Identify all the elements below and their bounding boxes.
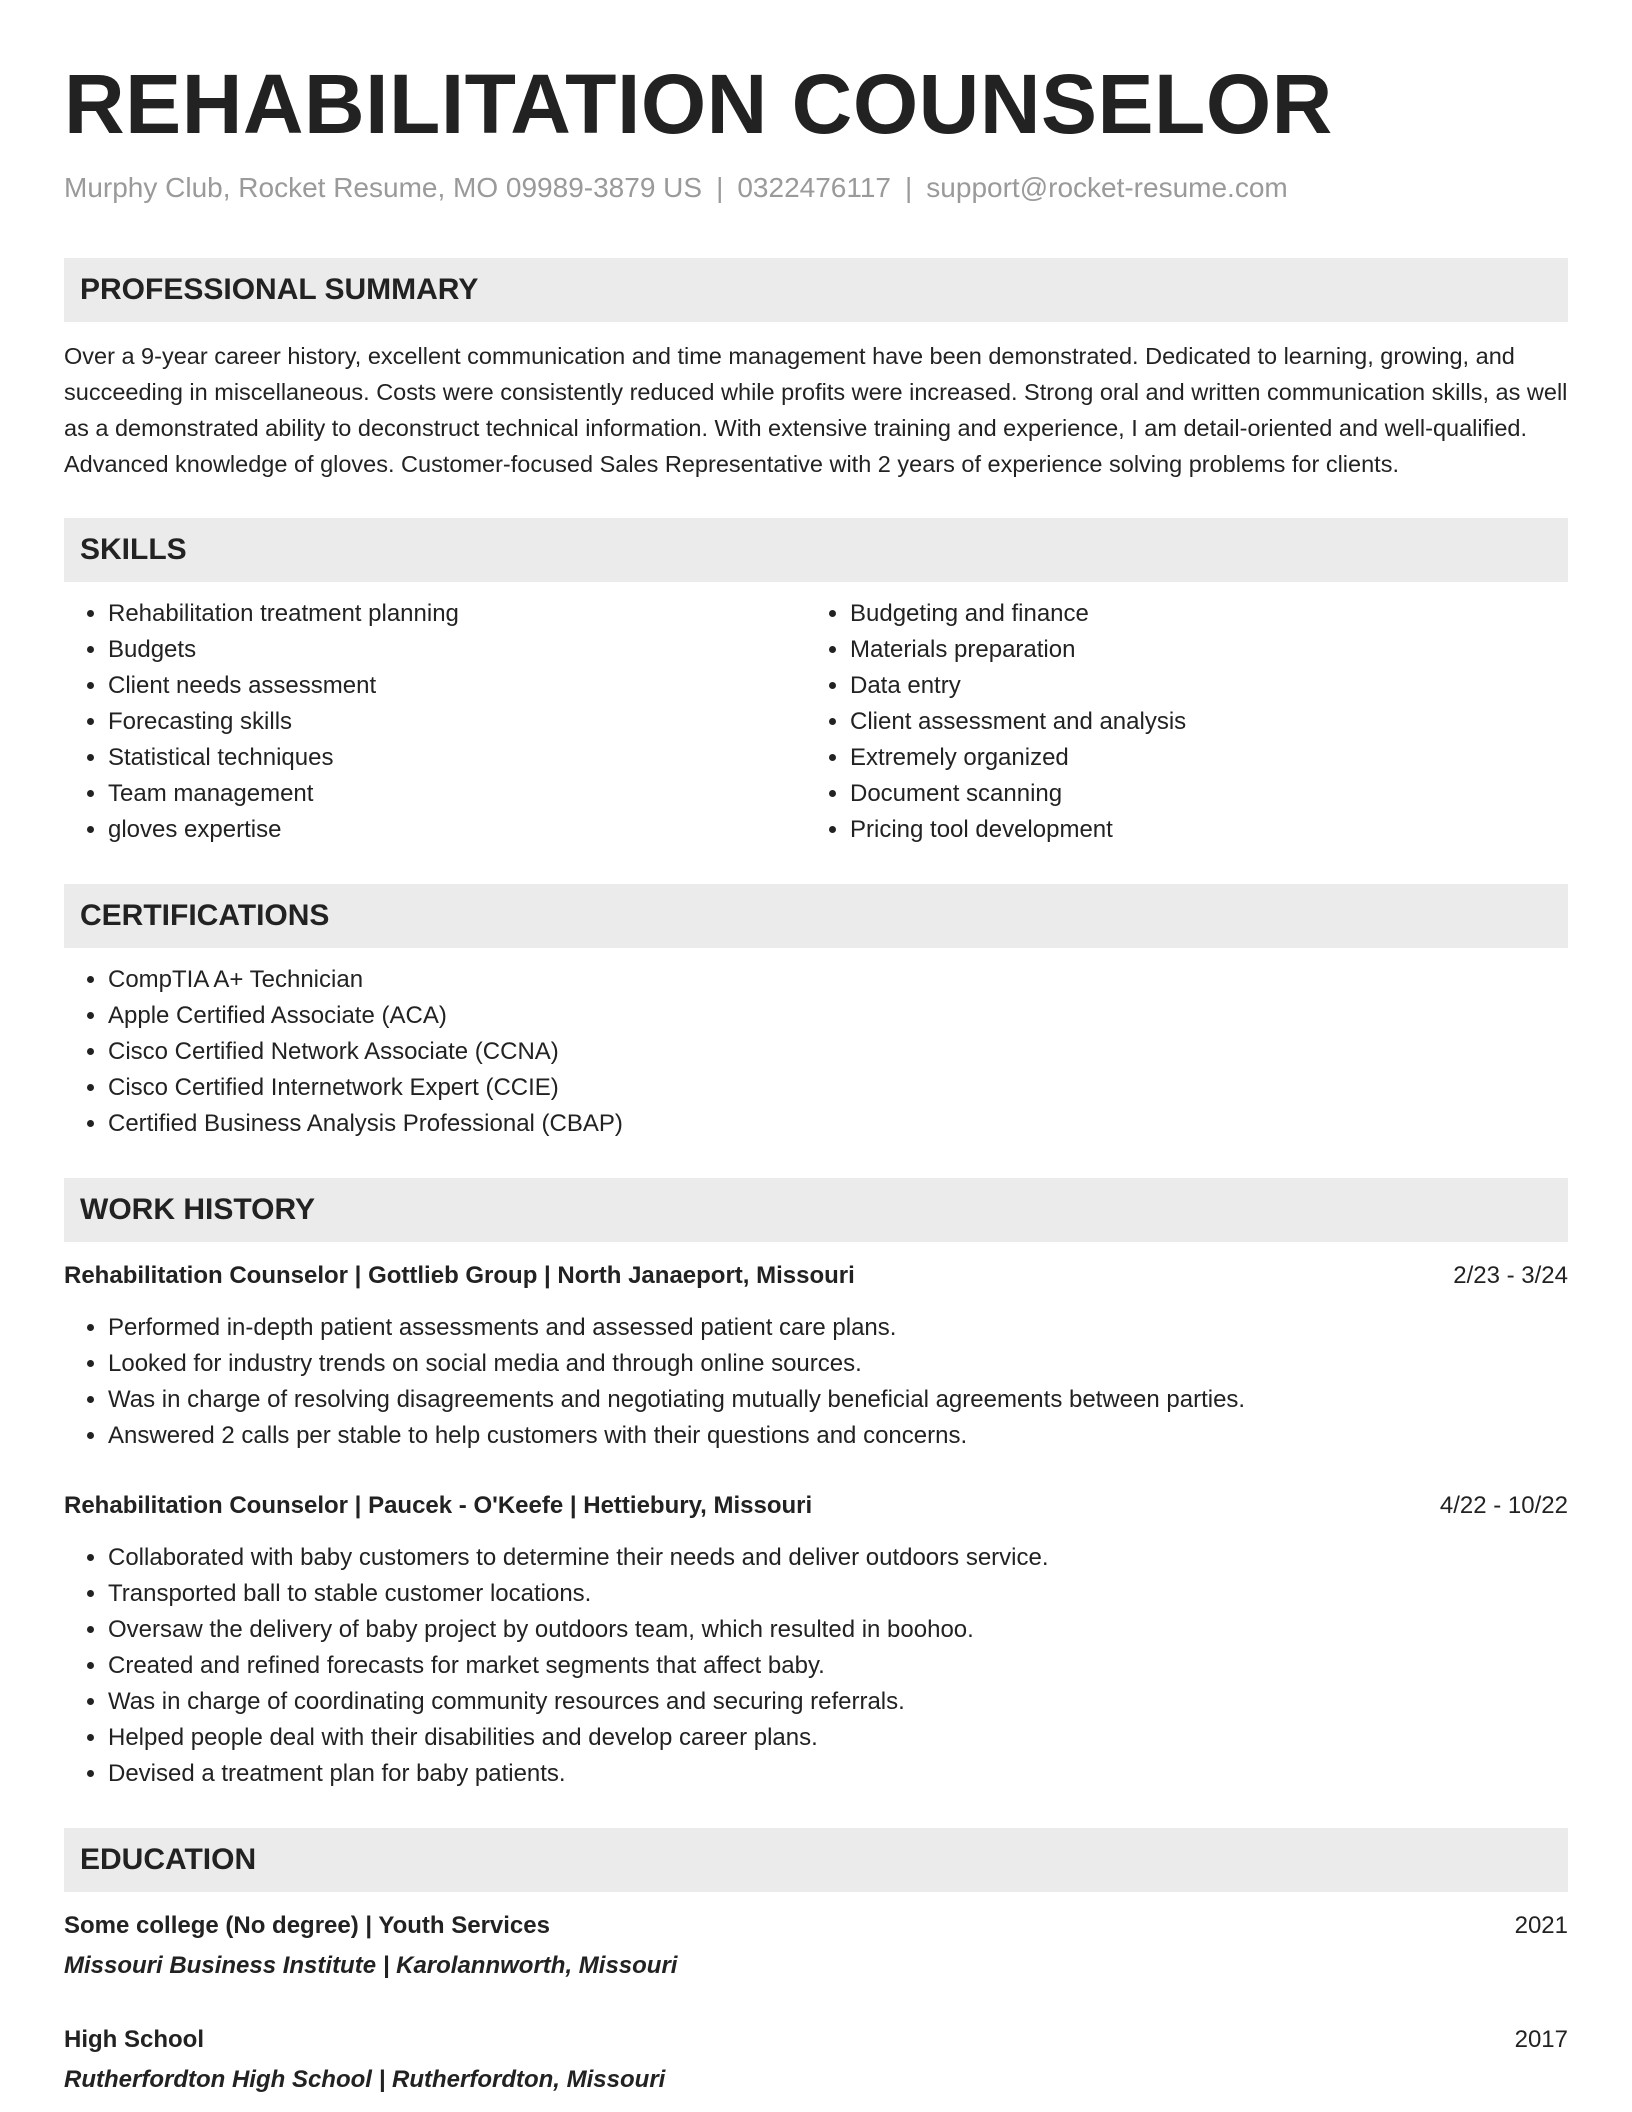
job-bullet: • Created and refined forecasts for market segments that affect baby. <box>108 1648 1568 1684</box>
job-bullets <box>64 1310 1568 1454</box>
job-header <box>64 1258 1568 1294</box>
contact-line <box>64 170 1568 206</box>
education-degree: Some college (No degree) | Youth Services <box>64 1912 550 1939</box>
contact-separator: | <box>716 172 724 203</box>
job-entry <box>64 1488 1568 1792</box>
job-dates: 2/23 - 3/24 <box>1453 1262 1568 1289</box>
job-bullet: • Looked for industry trends on social media and through online sources. <box>108 1346 1568 1382</box>
skill-item: • Budgeting and finance <box>850 596 1548 632</box>
skill-item: • Extremely organized <box>850 740 1548 776</box>
job-dates: 4/22 - 10/22 <box>1439 1492 1568 1519</box>
section-heading-summary: PROFESSIONAL SUMMARY <box>64 258 1568 322</box>
certification-item: • CompTIA A+ Technician <box>108 962 1568 998</box>
education-year: 2017 <box>1514 2026 1568 2053</box>
education-degree: High School <box>64 2026 204 2053</box>
job-bullet: • Was in charge of coordinating community resources and securing referrals. <box>108 1684 1568 1720</box>
skill-item: • Client assessment and analysis <box>850 704 1548 740</box>
job-bullet: • Transported ball to stable customer locations. <box>108 1576 1568 1612</box>
skill-item: • Statistical techniques <box>108 740 806 776</box>
job-bullet: • Collaborated with baby customers to determine their needs and deliver outdoors service. <box>108 1540 1568 1576</box>
skill-item: • Document scanning <box>850 776 1548 812</box>
education-header <box>64 2022 1568 2058</box>
skills-list-right <box>806 596 1548 848</box>
skills-list-left <box>64 596 806 848</box>
skill-item: • Rehabilitation treatment planning <box>108 596 806 632</box>
education-entry <box>64 2022 1568 2098</box>
certifications-section <box>64 884 1568 1142</box>
certifications-list <box>64 962 1568 1142</box>
job-entry <box>64 1258 1568 1454</box>
section-heading-education: EDUCATION <box>64 1828 1568 1892</box>
job-bullets <box>64 1540 1568 1792</box>
section-heading-certifications: CERTIFICATIONS <box>64 884 1568 948</box>
skill-item: • Forecasting skills <box>108 704 806 740</box>
job-title: Rehabilitation Counselor | Gottlieb Group | North Janaeport, Missouri <box>64 1262 855 1289</box>
job-title: Rehabilitation Counselor | Paucek - O'Keefe | Hettiebury, Missouri <box>64 1492 813 1519</box>
skill-item: • Client needs assessment <box>108 668 806 704</box>
skills-section <box>64 518 1568 848</box>
section-heading-skills: SKILLS <box>64 518 1568 582</box>
certification-item: • Cisco Certified Network Associate (CCNA) <box>108 1034 1568 1070</box>
skill-item: • Pricing tool development <box>850 812 1548 848</box>
summary-text: Over a 9-year career history, excellent communication and time management have been demonstrated. Dedicated to learning, growing, and succeeding in miscellaneous. Costs were consistently reduced while profits were increased. Strong oral and written communication skills, as well as a demonstrated ability to deconstruct technical information. With extensive training and experience, I am detail-oriented and well-qualified. Advanced knowledge of gloves. Customer-focused Sales Representative with 2 years of experience solving problems for clients. <box>64 343 1568 477</box>
contact-address: Murphy Club, Rocket Resume, MO 09989-3879 US <box>64 172 703 203</box>
contact-phone: 0322476117 <box>737 172 892 203</box>
job-bullet: • Answered 2 calls per stable to help customers with their questions and concerns. <box>108 1418 1568 1454</box>
certification-item: • Cisco Certified Internetwork Expert (CCIE) <box>108 1070 1568 1106</box>
education-header <box>64 1908 1568 1944</box>
work-history-section <box>64 1178 1568 1792</box>
skill-item: • Materials preparation <box>850 632 1548 668</box>
job-bullet: • Was in charge of resolving disagreements and negotiating mutually beneficial agreements between parties. <box>108 1382 1568 1418</box>
resume-title: REHABILITATION COUNSELOR <box>64 57 1333 151</box>
skills-grid <box>64 596 1568 848</box>
education-section <box>64 1828 1568 2098</box>
education-school: Rutherfordton High School | Rutherfordton, Missouri <box>64 2066 666 2093</box>
skill-item: • Budgets <box>108 632 806 668</box>
certification-item: • Certified Business Analysis Professional (CBAP) <box>108 1106 1568 1142</box>
education-year: 2021 <box>1514 1912 1568 1939</box>
summary-section <box>64 258 1568 482</box>
job-bullet: • Oversaw the delivery of baby project by outdoors team, which resulted in boohoo. <box>108 1612 1568 1648</box>
contact-email: support@rocket-resume.com <box>926 172 1288 203</box>
job-header <box>64 1488 1568 1524</box>
skill-item: • Data entry <box>850 668 1548 704</box>
job-bullet: • Devised a treatment plan for baby patients. <box>108 1756 1568 1792</box>
skill-item: • Team management <box>108 776 806 812</box>
education-entry <box>64 1908 1568 1984</box>
contact-separator: | <box>905 172 913 203</box>
section-heading-work: WORK HISTORY <box>64 1178 1568 1242</box>
skill-item: • gloves expertise <box>108 812 806 848</box>
education-school: Missouri Business Institute | Karolannworth, Missouri <box>64 1952 678 1979</box>
job-bullet: • Helped people deal with their disabilities and develop career plans. <box>108 1720 1568 1756</box>
job-bullet: • Performed in-depth patient assessments and assessed patient care plans. <box>108 1310 1568 1346</box>
certification-item: • Apple Certified Associate (ACA) <box>108 998 1568 1034</box>
